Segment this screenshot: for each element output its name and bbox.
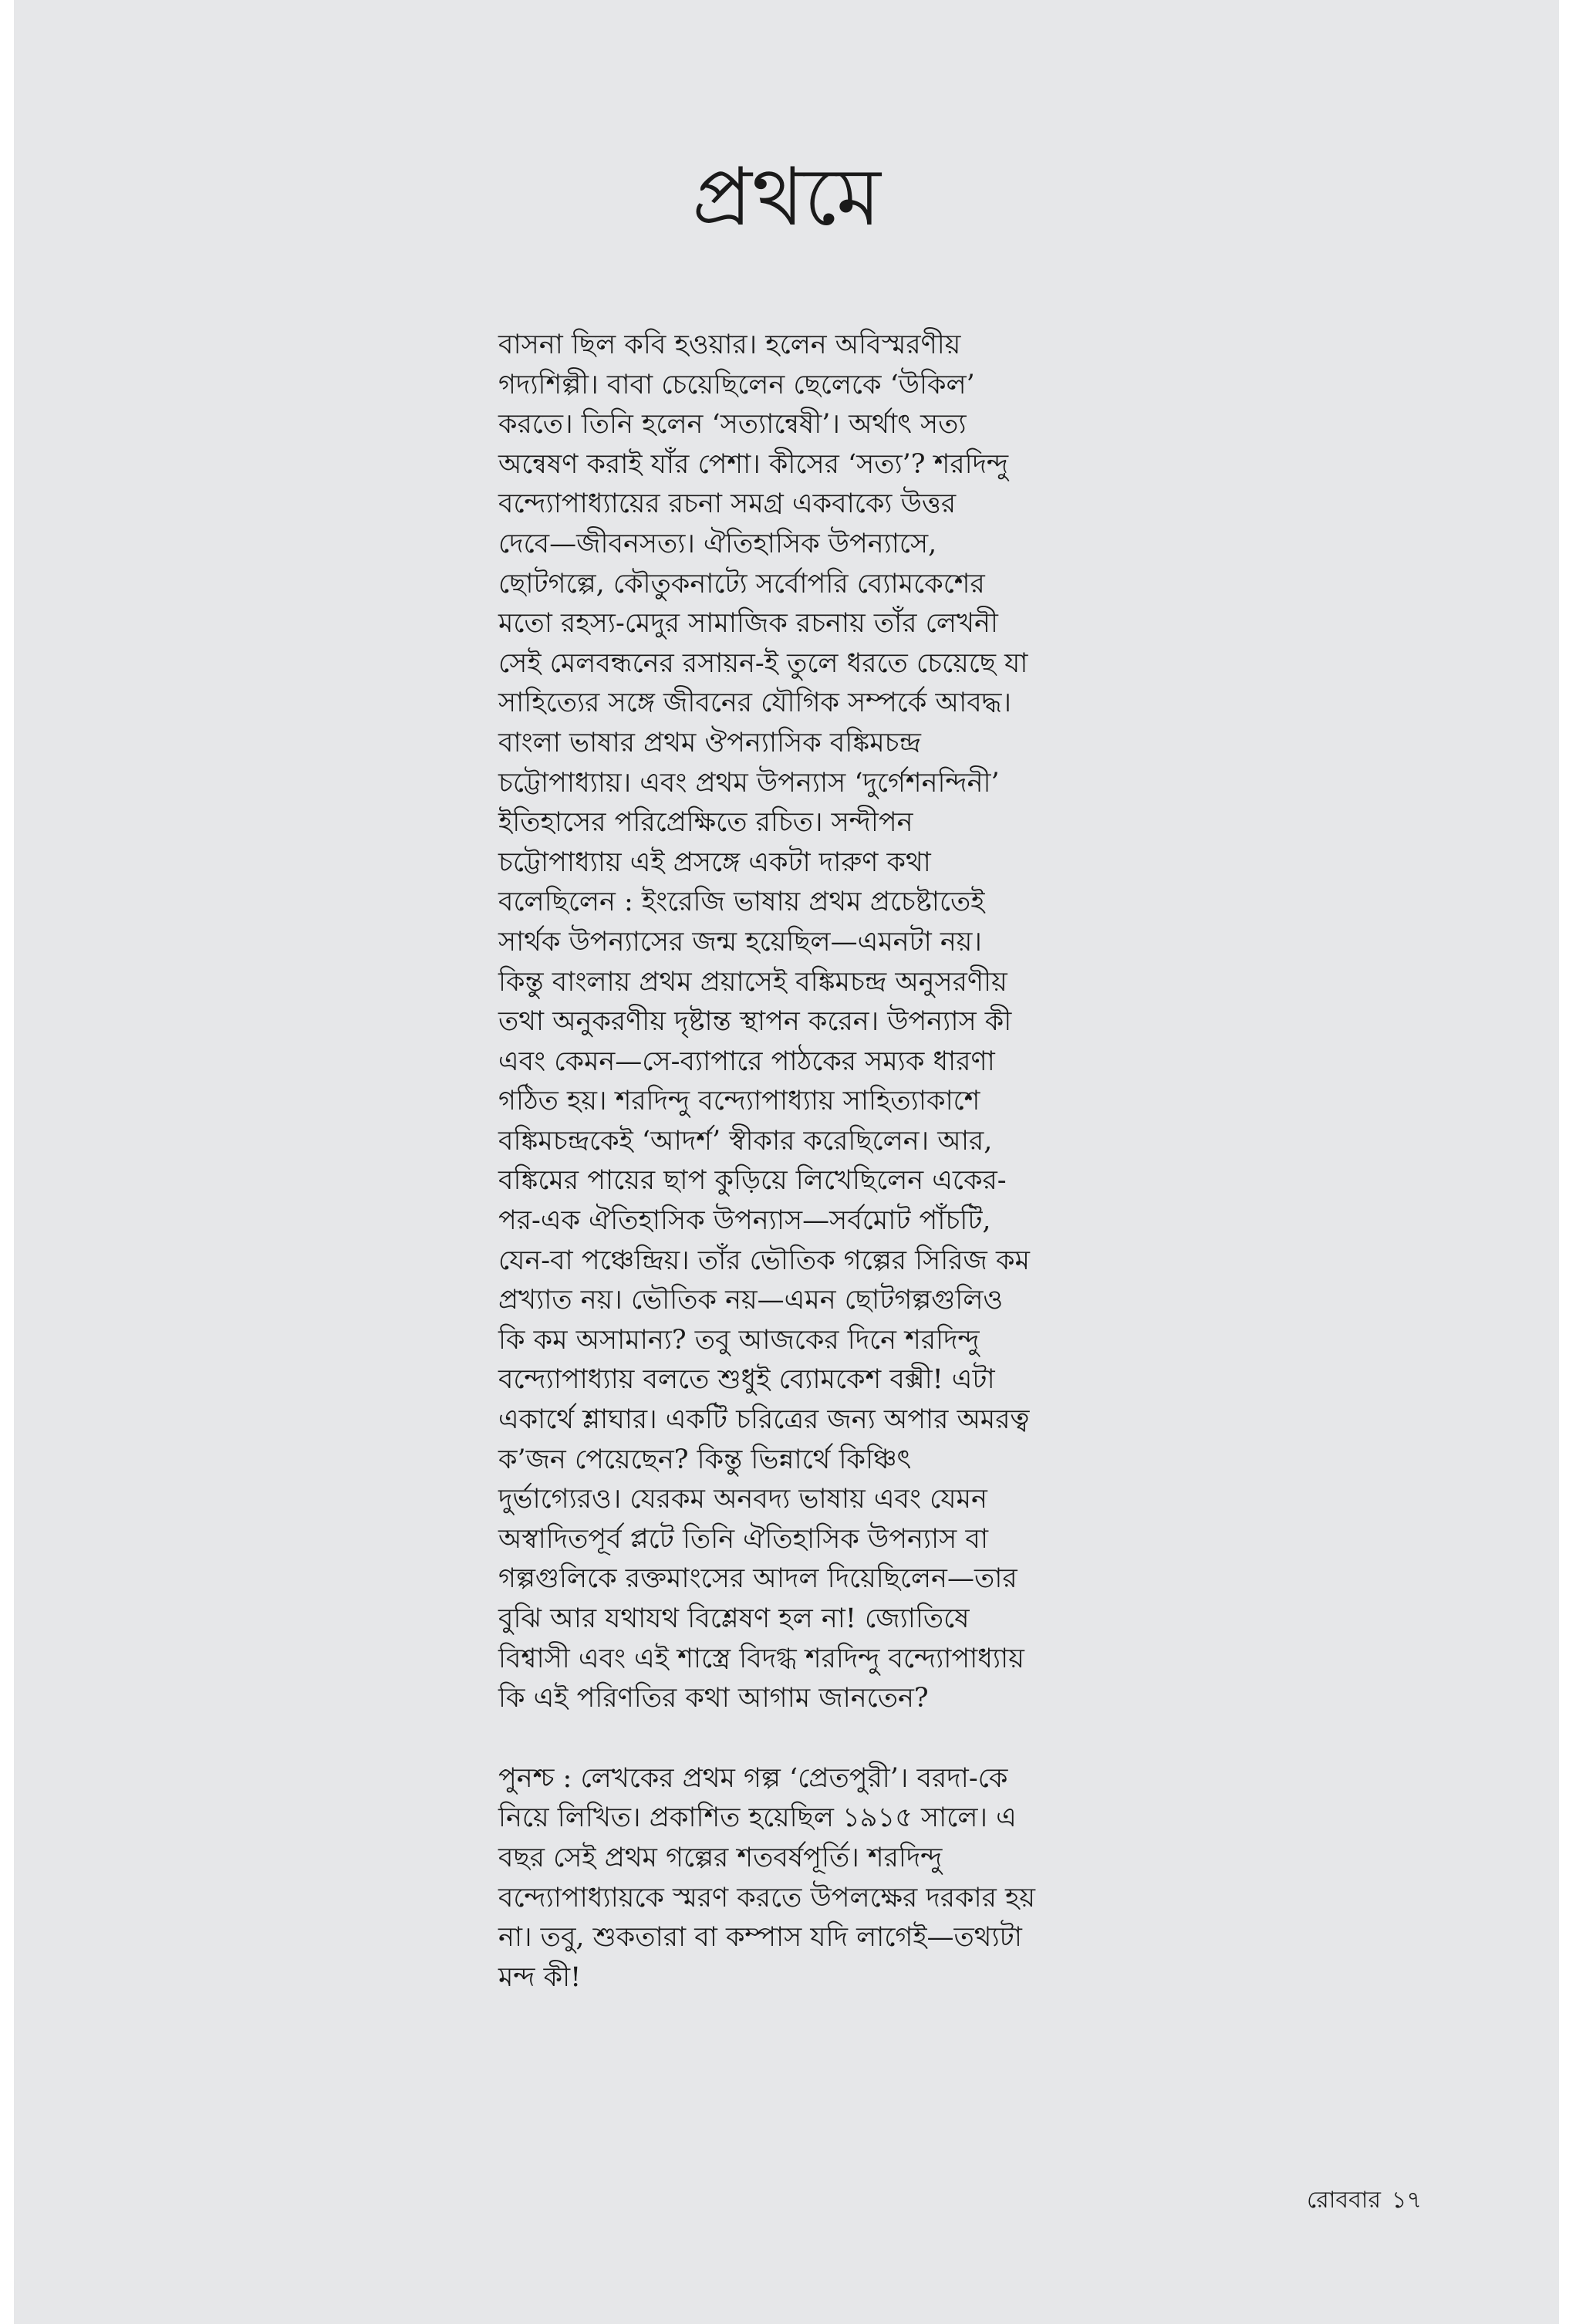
text-line: মতো রহস্য-মেদুর সামাজিক রচনায় তাঁর লেখনী bbox=[498, 608, 998, 640]
publication-name: রোববার bbox=[1307, 2187, 1382, 2214]
text-line: বলেছিলেন : ইংরেজি ভাষায় প্রথম প্রচেষ্টাতেই bbox=[498, 887, 985, 918]
article-body bbox=[498, 326, 1085, 1998]
text-line: বন্দ্যোপাধ্যায়ের রচনা সমগ্র একবাক্যে উত্তর bbox=[498, 488, 957, 520]
text-line: ইতিহাসের পরিপ্রেক্ষিতে রচিত। সন্দীপন bbox=[498, 807, 913, 839]
text-line: গঠিত হয়। শরদিন্দু বন্দ্যোপাধ্যায় সাহিত্যাকাশে bbox=[498, 1086, 980, 1117]
text-line: দুর্ভাগ্যেরও। যেরকম অনবদ্য ভাষায় এবং যেমন bbox=[498, 1484, 987, 1515]
text-line: যেন-বা পঞ্চেন্দ্রিয়। তাঁর ভৌতিক গল্পের সিরিজ কম bbox=[498, 1245, 1030, 1276]
text-line: ক’জন পেয়েছেন? কিন্তু ভিন্নার্থে কিঞ্চিৎ bbox=[498, 1444, 912, 1475]
text-line: করতে। তিনি হলেন ‘সত্যান্বেষী’। অর্থাৎ সত্য bbox=[498, 409, 967, 441]
text-line: গল্পগুলিকে রক্তমাংসের আদল দিয়েছিলেন—তার bbox=[498, 1563, 1017, 1595]
page-background bbox=[14, 0, 1559, 2324]
text-line: নিয়ে লিখিত। প্রকাশিত হয়েছিল ১৯১৫ সালে। এ bbox=[498, 1802, 1017, 1834]
text-line: বুঝি আর যথাযথ বিশ্লেষণ হল না! জ্যোতিষে bbox=[498, 1603, 970, 1634]
text-line: অন্বেষণ করাই যাঁর পেশা। কীসের ‘সত্য’? শরদিন্দু bbox=[498, 448, 1009, 480]
text-line: কিন্তু বাংলায় প্রথম প্রয়াসেই বঙ্কিমচন্দ্র অনুসরণীয় bbox=[498, 966, 1007, 998]
paragraph-gap bbox=[498, 1719, 1085, 1759]
text-line: পুনশ্চ : লেখকের প্রথম গল্প ‘প্রেতপুরী’। বরদা-কে bbox=[498, 1762, 1008, 1794]
text-line: মন্দ কী! bbox=[498, 1961, 582, 1993]
paragraph-postscript bbox=[498, 1759, 1085, 1998]
text-line: তথা অনুকরণীয় দৃষ্টান্ত স্থাপন করেন। উপন্যাস কী bbox=[498, 1006, 1012, 1038]
page-footer bbox=[1307, 2185, 1422, 2216]
text-line: বঙ্কিমচন্দ্রকেই ‘আদর্শ’ স্বীকার করেছিলেন। আর, bbox=[498, 1125, 993, 1157]
text-line: পর-এক ঐতিহাসিক উপন্যাস—সর্বমোট পাঁচটি, bbox=[498, 1205, 991, 1237]
text-line: অস্বাদিতপূর্ব প্লটে তিনি ঐতিহাসিক উপন্যাস বা bbox=[498, 1523, 989, 1555]
page-number: ১৭ bbox=[1392, 2187, 1422, 2214]
page-title: প্রথমে bbox=[692, 150, 881, 244]
text-line: চট্টোপাধ্যায় এই প্রসঙ্গে একটা দারুণ কথা bbox=[498, 846, 931, 878]
text-line: বঙ্কিমের পায়ের ছাপ কুড়িয়ে লিখেছিলেন একের- bbox=[498, 1165, 1007, 1197]
text-line: সেই মেলবন্ধনের রসায়ন-ই তুলে ধরতে চেয়েছে যা bbox=[498, 647, 1028, 679]
text-line: বন্দ্যোপাধ্যায়কে স্মরণ করতে উপলক্ষের দরকার হয় bbox=[498, 1882, 1036, 1914]
text-line: এবং কেমন—সে-ব্যাপারে পাঠকের সম্যক ধারণা bbox=[498, 1045, 995, 1077]
text-line: বিশ্বাসী এবং এই শাস্ত্রে বিদগ্ধ শরদিন্দু বন্দ্যোপাধ্যায় bbox=[498, 1643, 1024, 1674]
text-line: সাহিত্যের সঙ্গে জীবনের যৌগিক সম্পর্কে আবদ্ধ। bbox=[498, 687, 1011, 719]
text-line: বাংলা ভাষার প্রথম ঔপন্যাসিক বঙ্কিমচন্দ্র bbox=[498, 727, 921, 758]
text-line: চট্টোপাধ্যায়। এবং প্রথম উপন্যাস ‘দুর্গেশনন্দিনী’ bbox=[498, 767, 1000, 799]
text-line: ছোটগল্পে, কৌতুকনাট্যে সর্বোপরি ব্যোমকেশের bbox=[498, 568, 985, 600]
text-line: বন্দ্যোপাধ্যায় বলতে শুধুই ব্যোমকেশ বক্সী! এটা bbox=[498, 1364, 995, 1396]
text-line: সার্থক উপন্যাসের জন্ম হয়েছিল—এমনটা নয়। bbox=[498, 926, 982, 958]
text-line: কি কম অসামান্য? তবু আজকের দিনে শরদিন্দু bbox=[498, 1324, 980, 1356]
paragraph-main bbox=[498, 326, 1085, 1719]
text-line: না। তবু, শুকতারা বা কম্পাস যদি লাগেই—তথ্যটা bbox=[498, 1922, 1022, 1954]
text-line: প্রখ্যাত নয়। ভৌতিক নয়—এমন ছোটগল্পগুলিও bbox=[498, 1285, 1004, 1316]
text-line: দেবে—জীবনসত্য। ঐতিহাসিক উপন্যাসে, bbox=[498, 528, 937, 559]
text-line: বাসনা ছিল কবি হওয়ার। হলেন অবিস্মরণীয় bbox=[498, 329, 961, 360]
text-line: একার্থে শ্লাঘার। একটি চরিত্রের জন্য অপার অমরত্ব bbox=[498, 1404, 1030, 1436]
text-line: কি এই পরিণতির কথা আগাম জানতেন? bbox=[498, 1683, 929, 1714]
text-line: গদ্যশিল্পী। বাবা চেয়েছিলেন ছেলেকে ‘উকিল’ bbox=[498, 369, 975, 400]
text-line: বছর সেই প্রথম গল্পের শতবর্ষপূর্তি। শরদিন্দু bbox=[498, 1842, 943, 1873]
